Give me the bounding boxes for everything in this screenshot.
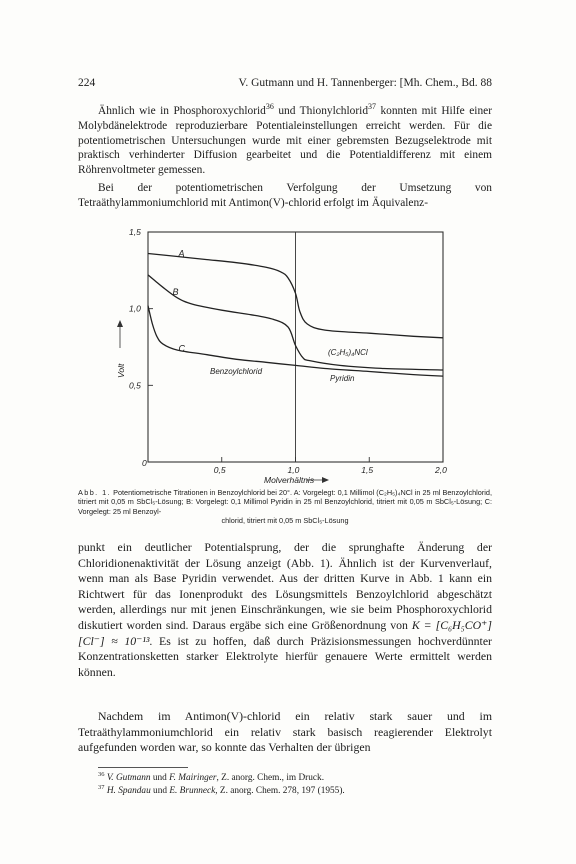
x-tick-label: 0,5 [213, 465, 226, 475]
y-tick-label: 1,5 [129, 227, 141, 237]
footnote-36: $^{36}$ V. Gutmann und F. Mairinger, Z. anorg. Chem., im Druck. [98, 770, 325, 783]
ion-product-formula: K = [C₆H₅CO⁺] [Cl⁻] ≈ 10⁻¹³ [78, 617, 492, 648]
caption-label: Abb. 1. [78, 488, 111, 497]
paragraph-1: Ähnlich wie in Phosphoroxychlorid$^{36}$ und Thionylchlorid$^{37}$ konnten mit Hilfe einer Molybdänelektrode reproduzierbare Potentialeinstellungen erreicht werden. Für die potentiometrischen Untersuchungen wurde mit einer gebremsten Bezugselektrode mit praktisch verhinderter Diffusion gearbeitet und die Potentialdifferenz mit einem Röhrenvoltmeter gemessen. [78, 102, 492, 177]
x-tick-label: 1,0 [287, 465, 300, 475]
footnote-ref[interactable]: 37 [368, 102, 376, 112]
paragraph-2: Bei der potentiometrischen Verfolgung der Umsetzung von Tetraäthylammoniumchlorid mit Antimon(V)-chlorid erfolgt im Äquivalenz- [78, 182, 492, 209]
x-tick-label: 2,0 [435, 465, 447, 475]
x-axis-arrowhead [322, 477, 329, 483]
series-label-c: C [178, 343, 185, 354]
series-label-a: A [178, 248, 185, 259]
x-tick-label: 1,5 [361, 465, 374, 475]
paragraph-4: Nachdem im Antimon(V)-chlorid ein relativ stark sauer und im Tetraäthylammoniumchlorid ein relativ stark basisch reagierender Elektrolyt aufgefunden worden war, so konnte das Verhalten der übrigen [78, 709, 492, 755]
x-axis-label: Molverhältnis [264, 475, 315, 485]
origin-label: 0 [142, 458, 147, 468]
y-axis-arrowhead [117, 320, 123, 327]
footnote-ref[interactable]: 36 [265, 102, 274, 112]
y-tick-label: 0,5 [129, 380, 141, 391]
figure-caption: Abb. 1. Potentiometrische Titrationen in Benzoylchlorid bei 20°. A: Vorgelegt: 0,1 Millimol (C₂H₅)₄NCl in 25 ml Benzoylchlorid, titriert mit 0,05 m SbCl₅-Lösung; B: Vorgelegt: 0,1 Millimol Pyridin in 25 ml Benzoylchlorid, titriert mit 0,05 m SbCl₅-Lösung; C: Vorgelegt: 25 ml Benzoyl- chlorid, titriert mit 0,05 m SbCl₅-Lösung [78, 488, 492, 526]
annotation-pyridin: Pyridin [330, 374, 355, 383]
footnote-rule [98, 767, 188, 768]
running-title: V. Gutmann und H. Tannenberger: [Mh. Chem., Bd. 88 [238, 77, 492, 89]
annotation-tetraethylammonium: (C₂H₅)₄NCl [328, 348, 368, 357]
y-tick-label: 1,0 [129, 303, 141, 314]
paragraph-3: punkt ein deutlicher Potentialsprung, der die sprunghafte Änderung der Chloridionenaktivität der Lösung anzeigt (Abb. 1). Ähnlich ist der Kurvenverlauf, wenn man als Base Pyridin verwendet. Aus der dritten Kurve in Abb. 1 kann ein Richtwert für das Ionenprodukt des Lösungsmittels Benzoylchlorid abgeschätzt werden, allerdings nur mit jenen Einschränkungen, wie sie beim Phosphoroxychlorid diskutiert worden sind. Daraus ergäbe sich eine Größenordnung von K = [C₆H₅CO⁺] [Cl⁻] ≈ 10⁻¹³. Es ist zu hoffen, daß durch Präzisionsmessungen hochverdünnter Konzentrationsketten starker Elektrolyte hierfür genauere Werte ermittelt werden können. [78, 540, 492, 679]
y-axis-label: Volt [116, 363, 126, 378]
annotation-benzoylchlorid: Benzoylchlorid [210, 367, 263, 376]
series-label-b: B [172, 286, 179, 297]
footnote-37: $^{37}$ H. Spandau und E. Brunneck, Z. anorg. Chem. 278, 197 (1955). [98, 783, 345, 796]
page-number: 224 [78, 77, 96, 89]
